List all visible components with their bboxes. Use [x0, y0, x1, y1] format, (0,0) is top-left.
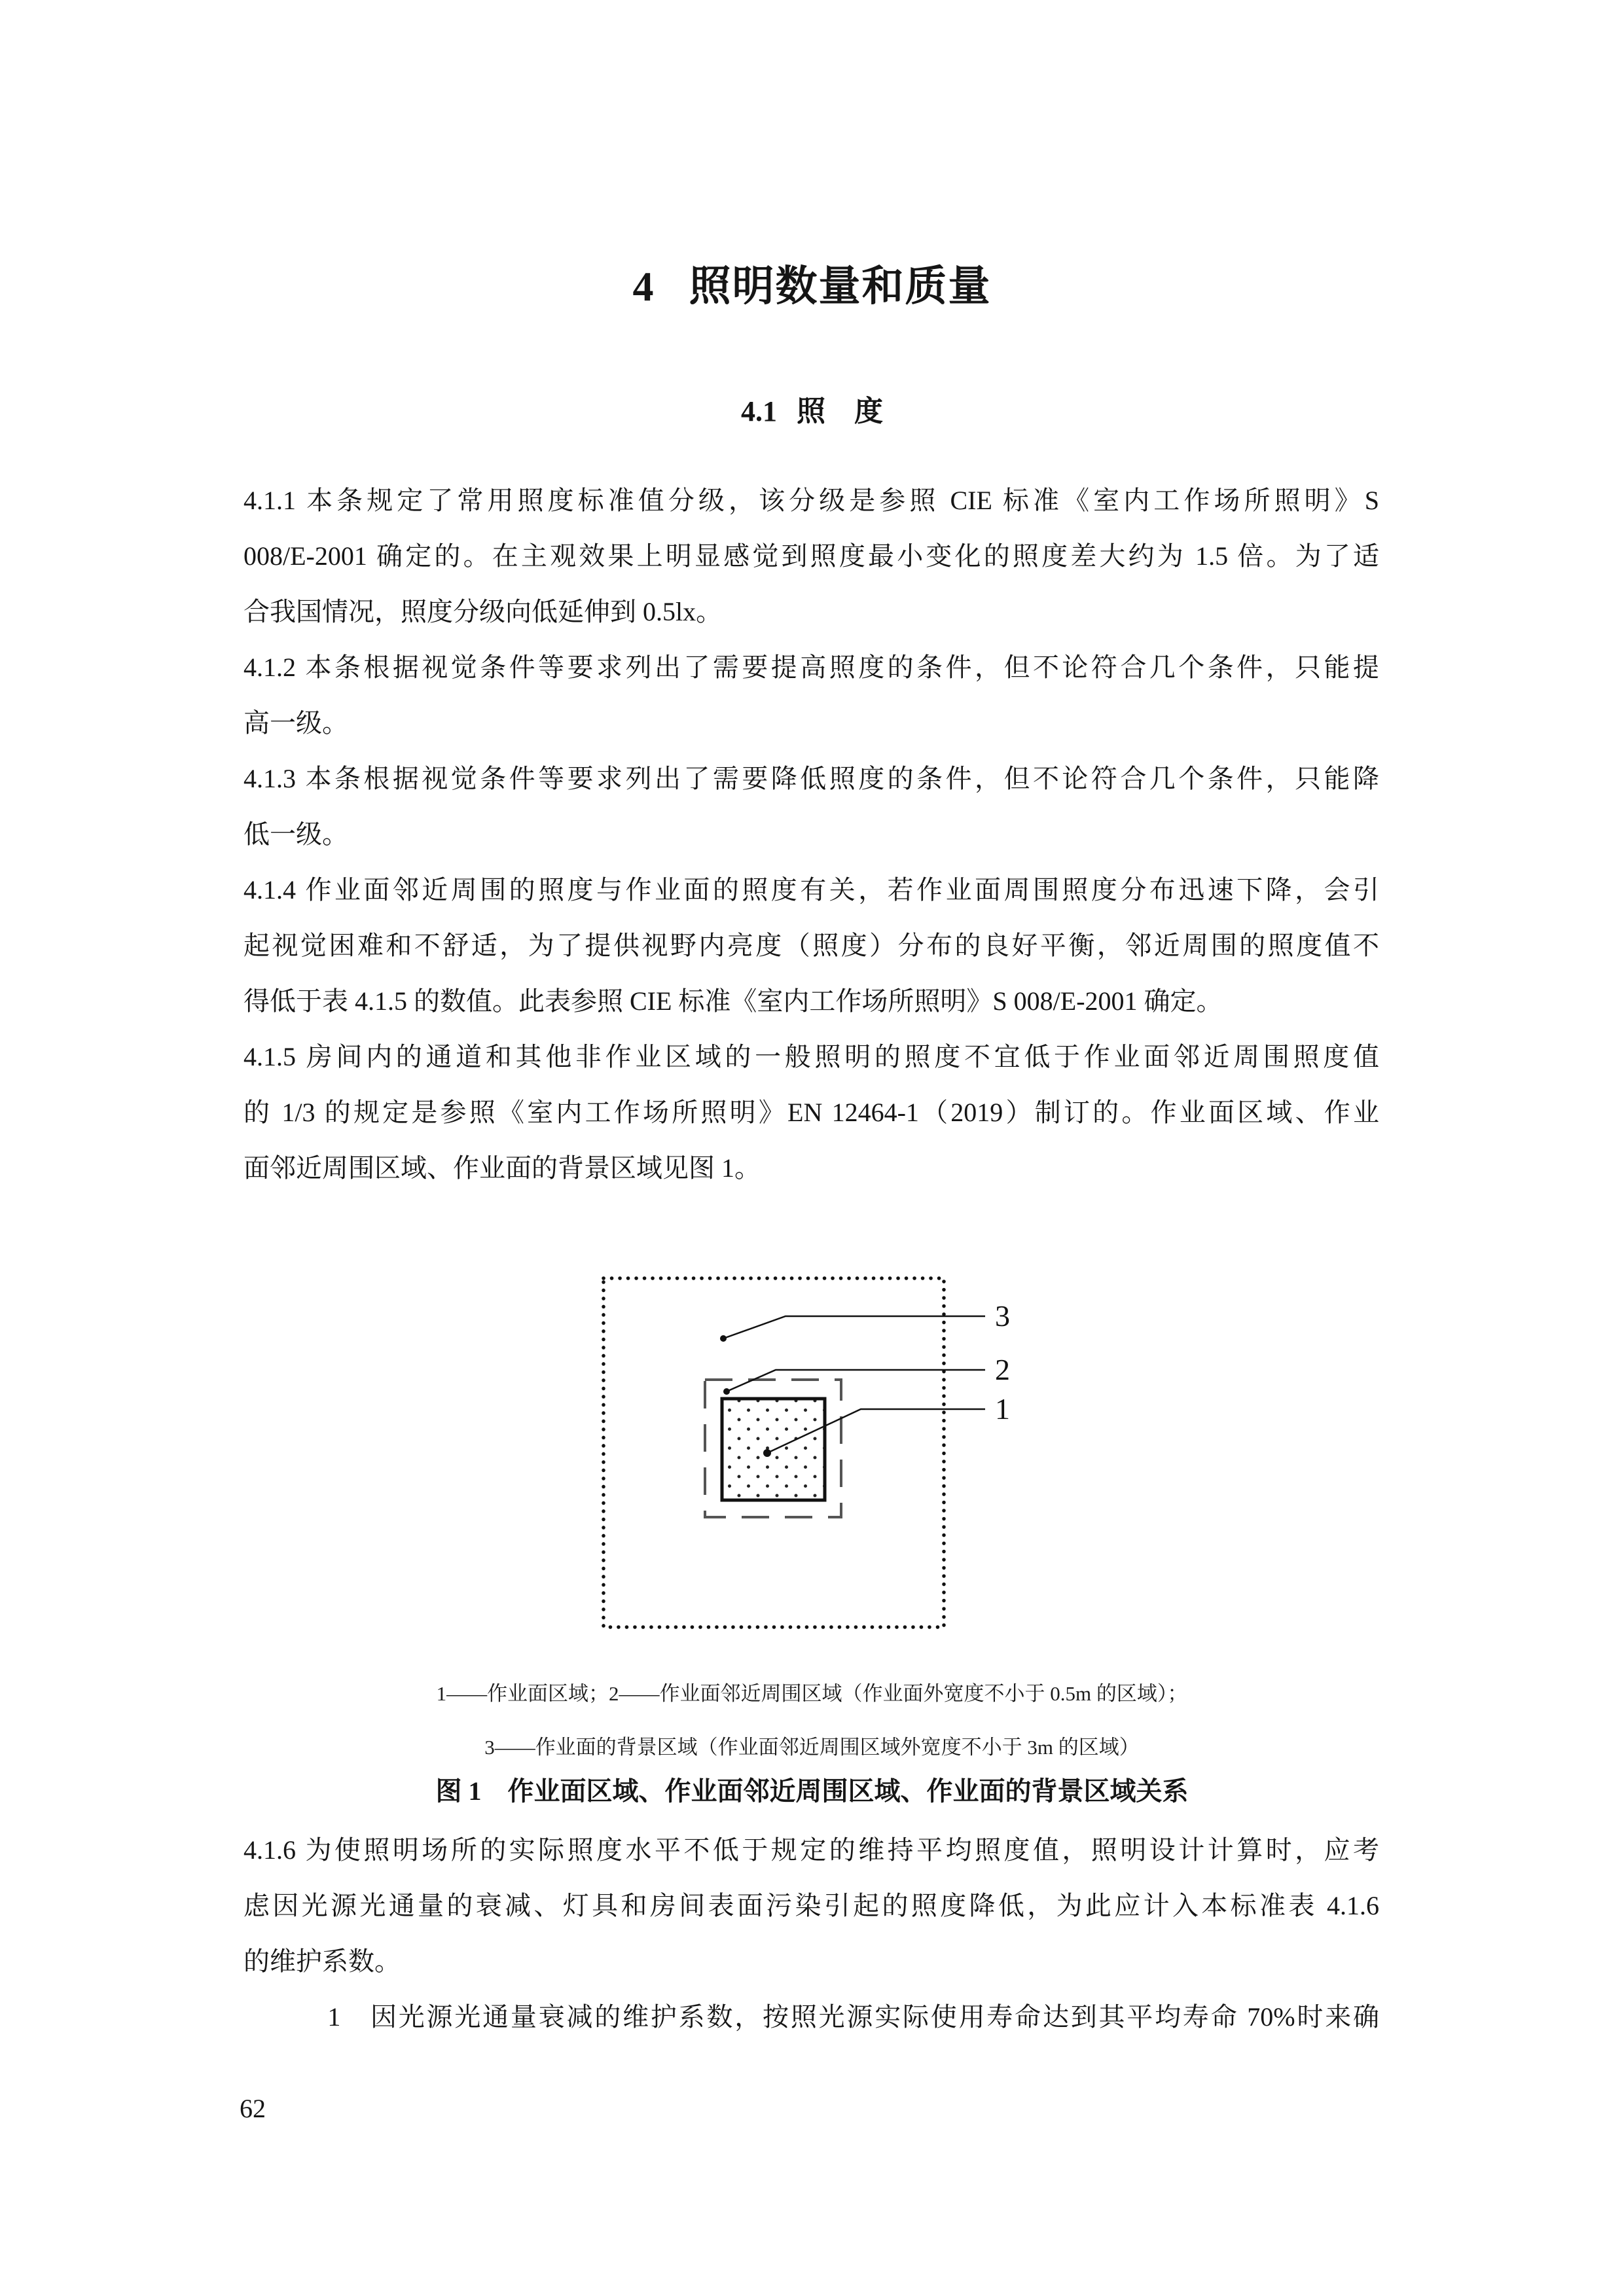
clause-4.1.2 — [244, 639, 1379, 751]
text-line: 的维护系数。 — [244, 1946, 401, 1976]
text-line: 1 因光源光通量衰减的维护系数，按照光源实际使用寿命达到其平均寿命 70%时来确 — [244, 2002, 1379, 2032]
chapter-number: 4 — [632, 263, 655, 310]
text-line: 低一级。 — [244, 819, 348, 849]
clause-4.1.4 — [244, 862, 1379, 1029]
figure-legend-line-1: 1——作业面区域；2——作业面邻近周围区域（作业面外宽度不小于 0.5m 的区域）； — [436, 1682, 1188, 1705]
figure-1-diagram — [583, 1263, 1028, 1643]
text-line: 4.1.5 房间内的通道和其他非作业区域的一般照明的照度不宜低于作业面邻近周围照度值 — [244, 1042, 1379, 1071]
clause-note-item-1 — [244, 1989, 1379, 2045]
text-line: 的 1/3 的规定是参照《室内工作场所照明》EN 12464-1（2019）制订的。作业面区域、作业 — [244, 1098, 1379, 1127]
figure-caption: 图 1 作业面区域、作业面邻近周围区域、作业面的背景区域关系 — [435, 1776, 1189, 1806]
figure-legend-line-2: 3——作业面的背景区域（作业面邻近周围区域外宽度不小于 3m 的区域） — [484, 1736, 1140, 1759]
clauses-before-figure — [244, 473, 1379, 1196]
text-line: 合我国情况，照度分级向低延伸到 0.5lx。 — [244, 597, 723, 626]
callout-3-line — [723, 1316, 985, 1338]
text-line: 得低于表 4.1.5 的数值。此表参照 CIE 标准《室内工作场所照明》S 008/E-2001 确定。 — [244, 986, 1223, 1016]
figure-label-1: 1 — [995, 1392, 1010, 1426]
chapter-title — [0, 262, 1624, 312]
text-line: 4.1.4 作业面邻近周围的照度与作业面的照度有关，若作业面周围照度分布迅速下降，会引 — [244, 875, 1379, 905]
callout-2-dot — [723, 1388, 730, 1395]
text-line: 面邻近周围区域、作业面的背景区域见图 1。 — [244, 1153, 761, 1183]
callout-3-dot — [720, 1335, 727, 1342]
section-number: 4.1 — [741, 395, 777, 427]
text-line: 高一级。 — [244, 708, 348, 738]
text-line: 4.1.2 本条根据视觉条件等要求列出了需要提高照度的条件，但不论符合几个条件，只能提 — [244, 653, 1379, 682]
chapter-title-text: 照明数量和质量 — [689, 263, 992, 310]
clause-4.1.6 — [244, 1822, 1379, 1989]
figure-label-3: 3 — [995, 1299, 1010, 1333]
section-title-text: 照 度 — [797, 395, 883, 427]
page-number: 62 — [240, 2094, 266, 2123]
clause-4.1.5 — [244, 1029, 1379, 1196]
text-line: 4.1.3 本条根据视觉条件等要求列出了需要降低照度的条件，但不论符合几个条件，只能降 — [244, 764, 1379, 793]
section-title — [0, 394, 1624, 429]
figure-label-2: 2 — [995, 1353, 1010, 1386]
text-line: 4.1.6 为使照明场所的实际照度水平不低于规定的维持平均照度值，照明设计计算时，应考 — [244, 1835, 1379, 1865]
clause-4.1.1 — [244, 473, 1379, 639]
clauses-after-figure — [244, 1822, 1379, 2045]
callout-3 — [720, 1299, 1010, 1342]
callout-1-dot — [763, 1449, 771, 1457]
clause-4.1.3 — [244, 751, 1379, 862]
text-line: 008/E-2001 确定的。在主观效果上明显感觉到照度最小变化的照度差大约为 1.5 倍。为了适 — [244, 541, 1379, 571]
callout-2 — [723, 1353, 1010, 1395]
text-line: 4.1.1 本条规定了常用照度标准值分级，该分级是参照 CIE 标准《室内工作场所照明》S — [244, 486, 1379, 515]
text-line: 起视觉困难和不舒适，为了提供视野内亮度（照度）分布的良好平衡，邻近周围的照度值不 — [244, 931, 1379, 960]
text-line: 虑因光源光通量的衰减、灯具和房间表面污染引起的照度降低，为此应计入本标准表 4.1.6 — [244, 1891, 1379, 1920]
